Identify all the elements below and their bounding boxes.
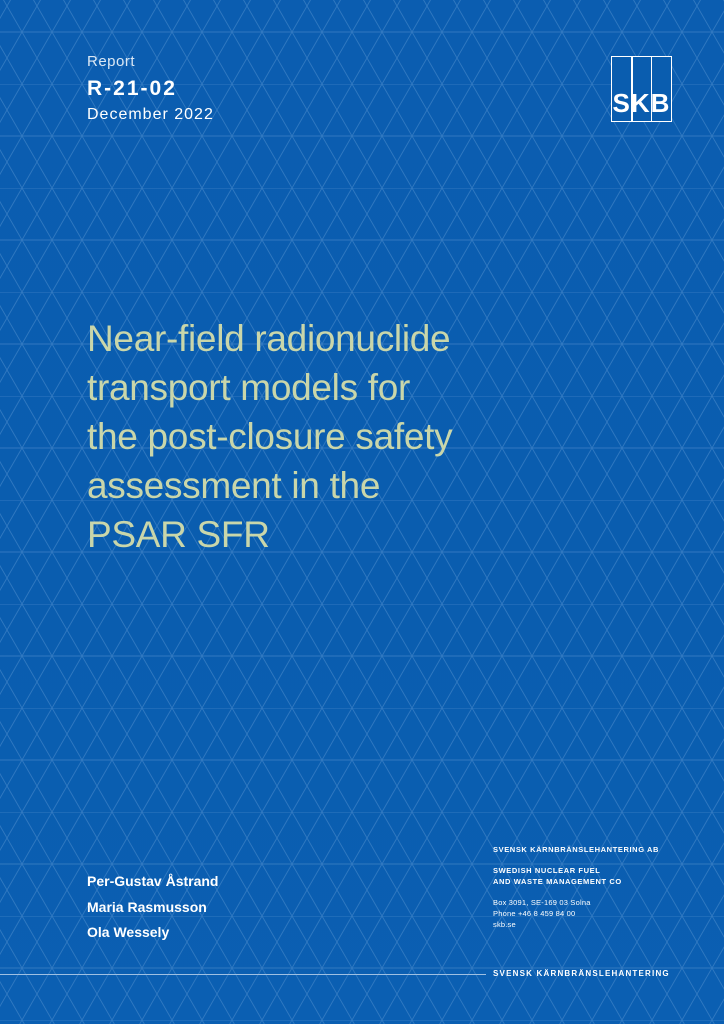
skb-logo — [611, 56, 672, 122]
author-list — [87, 871, 218, 948]
title-line: the post-closure safety — [87, 416, 453, 457]
title-line: transport models for — [87, 367, 411, 408]
footer-company-name: SVENSK KÄRNBRÄNSLEHANTERING — [493, 969, 670, 978]
author-name: Per-Gustav Åstrand — [87, 873, 219, 889]
company-phone: Phone +46 8 459 84 00 — [493, 909, 576, 918]
report-date: December 2022 — [87, 106, 214, 123]
title-line: Near-field radionuclide — [87, 318, 451, 359]
author-name: Ola Wessely — [87, 924, 170, 940]
company-info — [493, 844, 659, 930]
company-address: Box 3091, SE-169 03 Solna — [493, 898, 591, 907]
company-name-english-line2: AND WASTE MANAGEMENT CO — [493, 877, 622, 886]
company-website: skb.se — [493, 920, 516, 929]
author-name: Maria Rasmusson — [87, 898, 207, 915]
skb-logo-text: SKB — [612, 88, 671, 118]
company-name-english-line1: SWEDISH NUCLEAR FUEL — [493, 866, 601, 875]
title-line: assessment in the — [87, 465, 381, 506]
title-line: PSAR SFR — [87, 514, 270, 555]
report-number: R-21-02 — [87, 77, 177, 100]
report-title — [87, 314, 557, 559]
company-name-swedish: SVENSK KÄRNBRÄNSLEHANTERING AB — [493, 845, 660, 854]
report-label: Report — [87, 53, 136, 70]
footer-divider — [0, 974, 486, 975]
